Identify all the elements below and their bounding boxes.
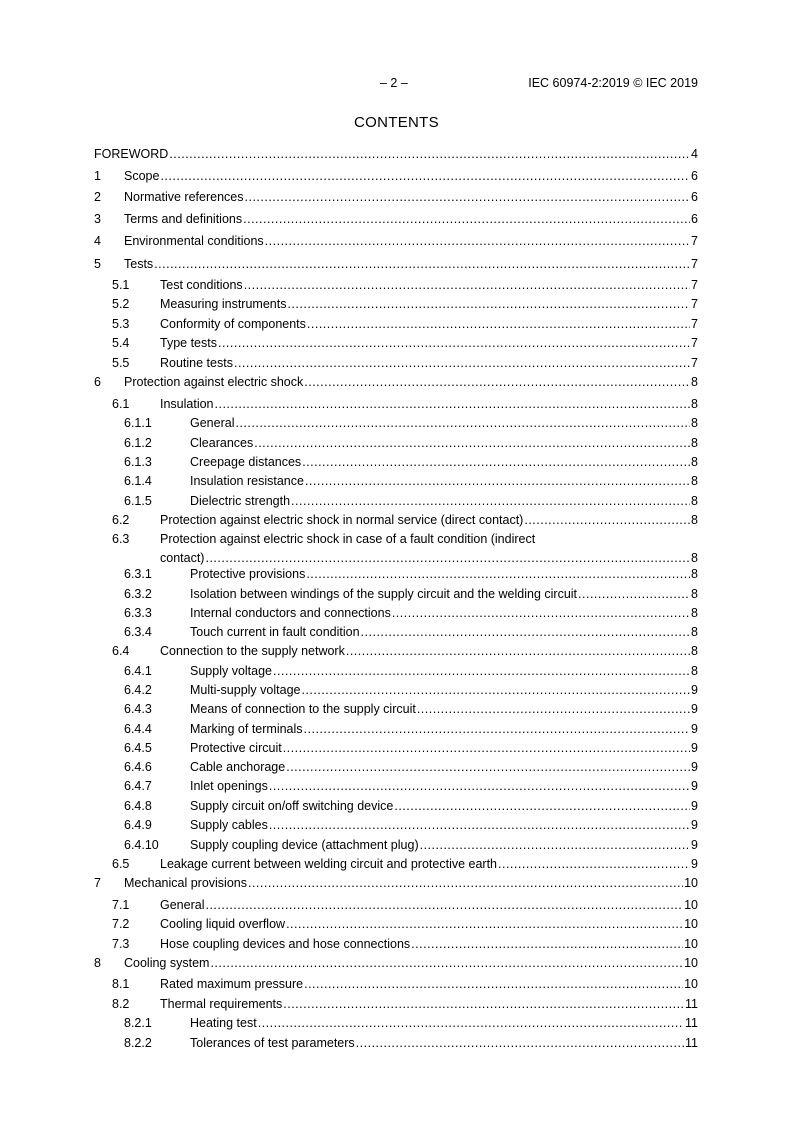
toc-entry-title: Protective circuit bbox=[190, 741, 282, 755]
toc-entry-number: 6.1.3 bbox=[124, 455, 152, 469]
toc-entry-number: 6.5 bbox=[112, 857, 130, 871]
toc-entry-title: Insulation resistance bbox=[190, 474, 304, 488]
dot-leader bbox=[154, 257, 690, 272]
dot-leader bbox=[420, 838, 690, 853]
toc-entry-page: 8 bbox=[691, 397, 698, 411]
toc-entry[interactable] bbox=[94, 683, 698, 698]
dot-leader bbox=[283, 741, 690, 756]
dot-leader bbox=[304, 375, 690, 390]
toc-entry-title: FOREWORD bbox=[94, 147, 169, 161]
dot-leader bbox=[273, 664, 690, 679]
toc-entry[interactable] bbox=[94, 606, 698, 621]
toc-entry-title: Tests bbox=[124, 257, 154, 271]
toc-entry-number: 6.3.2 bbox=[124, 587, 152, 601]
toc-entry-title: Cooling system bbox=[124, 956, 210, 970]
toc-entry-title: Connection to the supply network bbox=[160, 644, 345, 658]
toc-entry-number: 6.3.1 bbox=[124, 567, 152, 581]
dot-leader bbox=[243, 212, 690, 227]
toc-entry-page: 8 bbox=[691, 513, 698, 527]
toc-entry-page: 10 bbox=[684, 937, 698, 951]
dot-leader bbox=[498, 857, 690, 872]
page-number: – 2 – bbox=[380, 76, 408, 90]
dot-leader bbox=[307, 317, 690, 332]
toc-entry-title: Routine tests bbox=[160, 356, 233, 370]
dot-leader bbox=[205, 551, 690, 566]
toc-entry-page: 7 bbox=[691, 234, 698, 248]
toc-entry-number: 6.4 bbox=[112, 644, 130, 658]
toc-entry-page: 11 bbox=[685, 1036, 698, 1050]
toc-entry[interactable] bbox=[94, 317, 698, 332]
toc-entry-title: Thermal requirements bbox=[160, 997, 283, 1011]
toc-entry-page: 7 bbox=[691, 278, 698, 292]
toc-entry-title: Normative references bbox=[124, 190, 244, 204]
dot-leader bbox=[411, 937, 683, 952]
toc-entry-number: 5.4 bbox=[112, 336, 130, 350]
toc-entry-title: Test conditions bbox=[160, 278, 243, 292]
dot-leader bbox=[346, 644, 690, 659]
toc-entry-title: Heating test bbox=[190, 1016, 257, 1030]
toc-entry-number: 6.4.1 bbox=[124, 664, 152, 678]
toc-entry[interactable] bbox=[94, 532, 698, 566]
dot-leader bbox=[254, 436, 690, 451]
toc-entry-title: Marking of terminals bbox=[190, 722, 303, 736]
toc-entry-number: 6.3.4 bbox=[124, 625, 152, 639]
dot-leader bbox=[394, 799, 690, 814]
toc-entry[interactable] bbox=[94, 278, 698, 293]
dot-leader bbox=[304, 977, 683, 992]
toc-entry-page: 11 bbox=[685, 1016, 698, 1030]
toc-entry-title: Internal conductors and connections bbox=[190, 606, 391, 620]
toc-entry-page: 9 bbox=[691, 799, 698, 813]
toc-entry-number: 7.1 bbox=[112, 898, 130, 912]
toc-entry-number: 5 bbox=[94, 257, 101, 271]
dot-leader bbox=[210, 956, 683, 971]
toc-entry-page: 8 bbox=[691, 416, 698, 430]
toc-entry[interactable] bbox=[94, 741, 698, 756]
toc-entry-title: Cable anchorage bbox=[190, 760, 286, 774]
toc-entry-page: 9 bbox=[691, 838, 698, 852]
toc-entry[interactable] bbox=[94, 722, 698, 737]
toc-entry-page: 8 bbox=[691, 436, 698, 450]
dot-leader bbox=[160, 169, 690, 184]
toc-entry-page: 6 bbox=[691, 190, 698, 204]
toc-entry[interactable] bbox=[94, 838, 698, 853]
toc-entry-title: Rated maximum pressure bbox=[160, 977, 304, 991]
toc-entry-title: Protective provisions bbox=[190, 567, 306, 581]
dot-leader bbox=[258, 1016, 684, 1031]
toc-entry-page: 10 bbox=[684, 917, 698, 931]
dot-leader bbox=[417, 702, 690, 717]
toc-entry-page: 7 bbox=[691, 317, 698, 331]
dot-leader bbox=[301, 683, 690, 698]
toc-entry-page: 9 bbox=[691, 779, 698, 793]
toc-entry-number: 5.3 bbox=[112, 317, 130, 331]
toc-entry[interactable] bbox=[94, 917, 698, 932]
toc-entry-title: Conformity of components bbox=[160, 317, 306, 331]
dot-leader bbox=[235, 416, 690, 431]
toc-entry-number: 6.4.9 bbox=[124, 818, 152, 832]
toc-entry[interactable] bbox=[94, 1016, 698, 1031]
toc-entry-page: 9 bbox=[691, 857, 698, 871]
toc-entry-title: contact) bbox=[160, 551, 205, 565]
toc-entry-page: 7 bbox=[691, 336, 698, 350]
toc-entry[interactable] bbox=[94, 625, 698, 640]
toc-entry[interactable] bbox=[94, 567, 698, 582]
toc-entry-page: 8 bbox=[691, 567, 698, 581]
toc-entry-title: Tolerances of test parameters bbox=[190, 1036, 355, 1050]
toc-entry-number: 8 bbox=[94, 956, 101, 970]
toc-entry-number: 8.1 bbox=[112, 977, 130, 991]
toc-entry-number: 6.2 bbox=[112, 513, 130, 527]
toc-entry-page: 8 bbox=[691, 625, 698, 639]
toc-entry-title: Protection against electric shock in case of a fault condition (indirect bbox=[160, 532, 536, 546]
toc-entry-page: 8 bbox=[691, 375, 698, 389]
toc-entry-number: 3 bbox=[94, 212, 101, 226]
toc-entry-page: 8 bbox=[691, 494, 698, 508]
toc-entry-title: Means of connection to the supply circuit bbox=[190, 702, 416, 716]
toc-entry-page: 9 bbox=[691, 722, 698, 736]
toc-entry-number: 6.3 bbox=[112, 532, 130, 546]
dot-leader bbox=[302, 455, 690, 470]
dot-leader bbox=[392, 606, 690, 621]
toc-entry-number: 6.3.3 bbox=[124, 606, 152, 620]
toc-entry-page: 4 bbox=[691, 147, 698, 161]
toc-entry-number: 7.2 bbox=[112, 917, 130, 931]
toc-entry[interactable] bbox=[94, 494, 698, 509]
dot-leader bbox=[524, 513, 690, 528]
toc-entry-number: 6.1.1 bbox=[124, 416, 152, 430]
toc-entry-title: Insulation bbox=[160, 397, 214, 411]
toc-entry-page: 8 bbox=[691, 587, 698, 601]
toc-entry-page: 8 bbox=[691, 644, 698, 658]
toc-entry[interactable] bbox=[94, 234, 698, 249]
toc-entry-title: General bbox=[190, 416, 235, 430]
dot-leader bbox=[269, 779, 690, 794]
toc-entry-page: 9 bbox=[691, 760, 698, 774]
toc-entry[interactable] bbox=[94, 257, 698, 272]
toc-entry[interactable] bbox=[94, 397, 698, 412]
toc-entry[interactable] bbox=[94, 190, 698, 205]
dot-leader bbox=[215, 397, 691, 412]
toc-entry[interactable] bbox=[94, 455, 698, 470]
toc-entry-page: 10 bbox=[684, 977, 698, 991]
toc-entry-number: 6.1 bbox=[112, 397, 130, 411]
toc-entry-page: 9 bbox=[691, 702, 698, 716]
toc-entry-number: 2 bbox=[94, 190, 101, 204]
toc-entry-page: 6 bbox=[691, 212, 698, 226]
dot-leader bbox=[218, 336, 690, 351]
toc-entry-number: 6.4.7 bbox=[124, 779, 152, 793]
toc-entry-page: 9 bbox=[691, 741, 698, 755]
toc-entry-number: 8.2 bbox=[112, 997, 130, 1011]
toc-entry-title: Leakage current between welding circuit and protective earth bbox=[160, 857, 498, 871]
toc-entry[interactable] bbox=[94, 436, 698, 451]
dot-leader bbox=[361, 625, 691, 640]
toc-entry-title: General bbox=[160, 898, 205, 912]
toc-entry-number: 6.1.4 bbox=[124, 474, 152, 488]
toc-entry-title: Inlet openings bbox=[190, 779, 268, 793]
toc-entry-page: 9 bbox=[691, 683, 698, 697]
toc-entry-number: 5.1 bbox=[112, 278, 130, 292]
toc-entry-title: Clearances bbox=[190, 436, 254, 450]
toc-entry-title: Terms and definitions bbox=[124, 212, 243, 226]
dot-leader bbox=[287, 297, 690, 312]
toc-entry-page: 7 bbox=[691, 257, 698, 271]
dot-leader bbox=[286, 760, 690, 775]
toc-entry-number: 6.4.6 bbox=[124, 760, 152, 774]
toc-entry[interactable] bbox=[94, 416, 698, 431]
toc-entry-title: Supply cables bbox=[190, 818, 268, 832]
toc-entry[interactable] bbox=[94, 857, 698, 872]
toc-entry-number: 6.1.2 bbox=[124, 436, 152, 450]
toc-entry[interactable] bbox=[94, 375, 698, 390]
toc-entry-number: 5.2 bbox=[112, 297, 130, 311]
dot-leader bbox=[248, 876, 683, 891]
dot-leader bbox=[205, 898, 683, 913]
toc-entry[interactable] bbox=[94, 1036, 698, 1051]
toc-entry[interactable] bbox=[94, 644, 698, 659]
toc-entry-number: 8.2.1 bbox=[124, 1016, 152, 1030]
toc-entry[interactable] bbox=[94, 937, 698, 952]
toc-entry-title: Scope bbox=[124, 169, 160, 183]
toc-entry-number: 6.4.8 bbox=[124, 799, 152, 813]
toc-entry[interactable] bbox=[94, 818, 698, 833]
toc-entry-number: 6.4.3 bbox=[124, 702, 152, 716]
toc-entry-title: Type tests bbox=[160, 336, 217, 350]
toc-entry-title: Mechanical provisions bbox=[124, 876, 247, 890]
toc-entry-title: Supply voltage bbox=[190, 664, 273, 678]
dot-leader bbox=[234, 356, 690, 371]
toc-entry-page: 7 bbox=[691, 356, 698, 370]
toc-entry[interactable] bbox=[94, 876, 698, 891]
toc-entry[interactable] bbox=[94, 956, 698, 971]
toc-entry[interactable] bbox=[94, 297, 698, 312]
toc-entry-title: Supply coupling device (attachment plug) bbox=[190, 838, 419, 852]
toc-entry-number: 6.1.5 bbox=[124, 494, 152, 508]
toc-entry-number: 7.3 bbox=[112, 937, 130, 951]
toc-entry-page: 8 bbox=[691, 455, 698, 469]
toc-entry[interactable] bbox=[94, 898, 698, 913]
toc-entry-title: Cooling liquid overflow bbox=[160, 917, 286, 931]
toc-entry-number: 6.4.5 bbox=[124, 741, 152, 755]
toc-entry[interactable] bbox=[94, 997, 698, 1012]
toc-entry-title: Environmental conditions bbox=[124, 234, 264, 248]
toc-entry-title: Protection against electric shock in normal service (direct contact) bbox=[160, 513, 524, 527]
dot-leader bbox=[306, 567, 690, 582]
dot-leader bbox=[265, 234, 690, 249]
toc-entry[interactable] bbox=[94, 212, 698, 227]
toc-entry[interactable] bbox=[94, 799, 698, 814]
dot-leader bbox=[283, 997, 684, 1012]
toc-entry-page: 8 bbox=[691, 474, 698, 488]
toc-entry-title: Measuring instruments bbox=[160, 297, 287, 311]
dot-leader bbox=[286, 917, 683, 932]
toc-entry[interactable] bbox=[94, 513, 698, 528]
toc-entry[interactable] bbox=[94, 702, 698, 717]
toc-entry-page: 10 bbox=[684, 876, 698, 890]
toc-entry[interactable] bbox=[94, 779, 698, 794]
toc-entry-number: 8.2.2 bbox=[124, 1036, 152, 1050]
dot-leader bbox=[269, 818, 690, 833]
toc-entry-title: Multi-supply voltage bbox=[190, 683, 301, 697]
dot-leader bbox=[304, 722, 691, 737]
dot-leader bbox=[169, 147, 690, 162]
page-title: CONTENTS bbox=[354, 114, 439, 131]
toc-entry-title: Touch current in fault condition bbox=[190, 625, 360, 639]
toc-entry-title: Protection against electric shock bbox=[124, 375, 304, 389]
toc-entry-title: Supply circuit on/off switching device bbox=[190, 799, 394, 813]
toc-entry-page: 7 bbox=[691, 297, 698, 311]
toc-entry-title: Dielectric strength bbox=[190, 494, 291, 508]
toc-entry-number: 4 bbox=[94, 234, 101, 248]
toc-entry-page: 8 bbox=[691, 664, 698, 678]
toc-entry-number: 7 bbox=[94, 876, 101, 890]
toc-entry-page: 10 bbox=[684, 898, 698, 912]
toc-entry-title: Hose coupling devices and hose connections bbox=[160, 937, 411, 951]
standard-reference: IEC 60974-2:2019 © IEC 2019 bbox=[528, 76, 698, 90]
toc-entry-title: Isolation between windings of the supply circuit and the welding circuit bbox=[190, 587, 578, 601]
toc-entry[interactable] bbox=[94, 587, 698, 602]
toc-entry[interactable] bbox=[94, 977, 698, 992]
toc-entry[interactable] bbox=[94, 147, 698, 162]
toc-entry-number: 6 bbox=[94, 375, 101, 389]
toc-entry-page: 6 bbox=[691, 169, 698, 183]
toc-entry-number: 5.5 bbox=[112, 356, 130, 370]
dot-leader bbox=[356, 1036, 684, 1051]
toc-entry[interactable] bbox=[94, 760, 698, 775]
toc-entry[interactable] bbox=[94, 356, 698, 371]
toc-entry[interactable] bbox=[94, 474, 698, 489]
toc-entry-title: Creepage distances bbox=[190, 455, 302, 469]
dot-leader bbox=[244, 278, 690, 293]
toc-entry-page: 8 bbox=[691, 606, 698, 620]
toc-entry-number: 6.4.4 bbox=[124, 722, 152, 736]
toc-entry-number: 1 bbox=[94, 169, 101, 183]
toc-entry-page: 8 bbox=[691, 551, 698, 565]
toc-entry-number: 6.4.10 bbox=[124, 838, 159, 852]
toc-entry-page: 9 bbox=[691, 818, 698, 832]
dot-leader bbox=[291, 494, 690, 509]
toc-entry-page: 11 bbox=[685, 997, 698, 1011]
toc-entry[interactable] bbox=[94, 336, 698, 351]
toc-entry[interactable] bbox=[94, 169, 698, 184]
toc-entry-page: 10 bbox=[684, 956, 698, 970]
toc-entry[interactable] bbox=[94, 664, 698, 679]
dot-leader bbox=[245, 190, 691, 205]
toc-entry-number: 6.4.2 bbox=[124, 683, 152, 697]
dot-leader bbox=[305, 474, 690, 489]
dot-leader bbox=[578, 587, 690, 602]
